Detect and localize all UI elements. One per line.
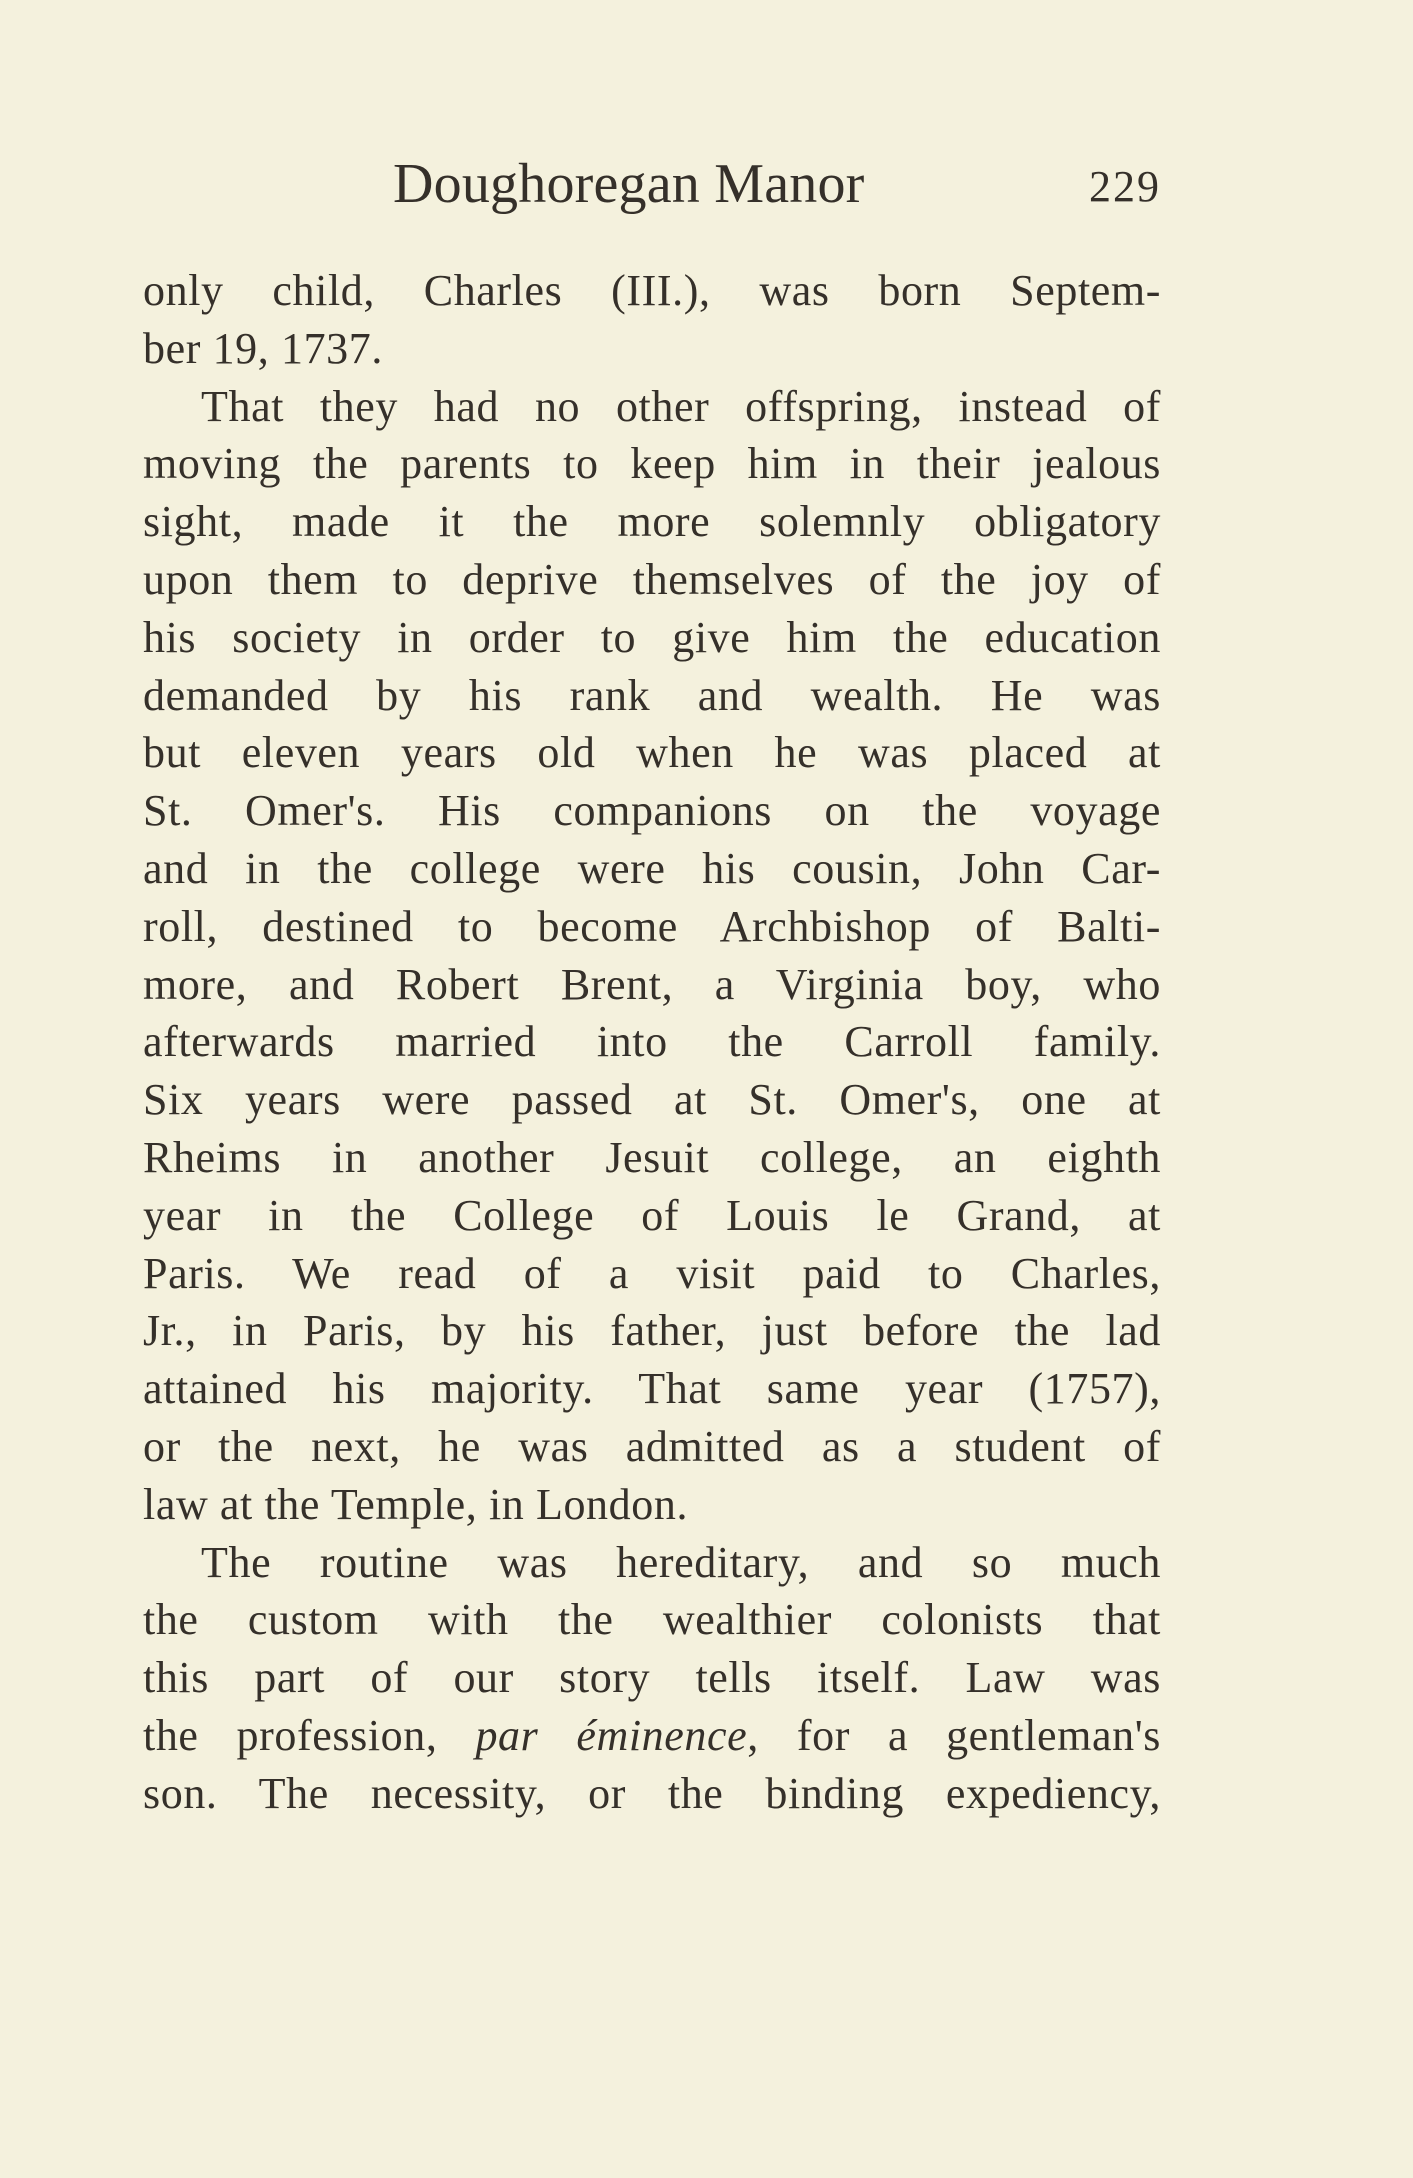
running-head xyxy=(393,154,1161,224)
text-line: only child, Charles (III.), was born Septem- xyxy=(143,266,1161,315)
text-segment: the profession, xyxy=(143,1710,476,1760)
text-line: moving the parents to keep him in their jealous xyxy=(143,439,1161,489)
running-title: Doughoregan Manor xyxy=(393,153,865,215)
text-line: Paris. We read of a visit paid to Charles, xyxy=(143,1248,1161,1298)
text-line: or the next, he was admitted as a student of xyxy=(143,1421,1161,1471)
text-line: year in the College of Louis le Grand, at xyxy=(143,1190,1161,1240)
text-line: this part of our story tells itself. Law was xyxy=(143,1653,1161,1703)
text-line: his society in order to give him the education xyxy=(143,612,1161,662)
text-line: more, and Robert Brent, a Virginia boy, who xyxy=(143,959,1161,1009)
text-line: afterwards married into the Carroll family. xyxy=(143,1017,1161,1067)
text-line: demanded by his rank and wealth. He was xyxy=(143,670,1161,720)
text-line: son. The necessity, or the binding expediency, xyxy=(143,1768,1161,1818)
text-line: attained his majority. That same year (1757), xyxy=(143,1364,1161,1414)
text-line: and in the college were his cousin, John Car- xyxy=(143,843,1161,893)
text-line: Rheims in another Jesuit college, an eighth xyxy=(143,1132,1161,1182)
italic-phrase: par éminence xyxy=(475,1710,748,1760)
text-line-with-italic xyxy=(143,1707,1161,1765)
text-line: Jr., in Paris, by his father, just before the lad xyxy=(143,1306,1161,1356)
text-line: upon them to deprive themselves of the joy of xyxy=(143,554,1161,604)
text-line: sight, made it the more solemnly obligatory xyxy=(143,497,1161,547)
body-text xyxy=(143,262,1161,1823)
text-line: roll, destined to become Archbishop of Balti- xyxy=(143,901,1161,951)
paragraph-first-line: That they had no other offspring, instead of xyxy=(201,381,1161,431)
text-line: but eleven years old when he was placed at xyxy=(143,728,1161,778)
text-line: Six years were passed at St. Omer's, one at xyxy=(143,1075,1161,1125)
text-segment: , for a gentleman's xyxy=(747,1710,1161,1760)
page-number: 229 xyxy=(1089,162,1161,211)
text-line: the custom with the wealthier colonists that xyxy=(143,1595,1161,1645)
paragraph-first-line: The routine was hereditary, and so much xyxy=(201,1537,1161,1587)
text-line: St. Omer's. His companions on the voyage xyxy=(143,786,1161,836)
text-line: ber 19, 1737. xyxy=(143,323,383,373)
text-line: law at the Temple, in London. xyxy=(143,1479,689,1529)
